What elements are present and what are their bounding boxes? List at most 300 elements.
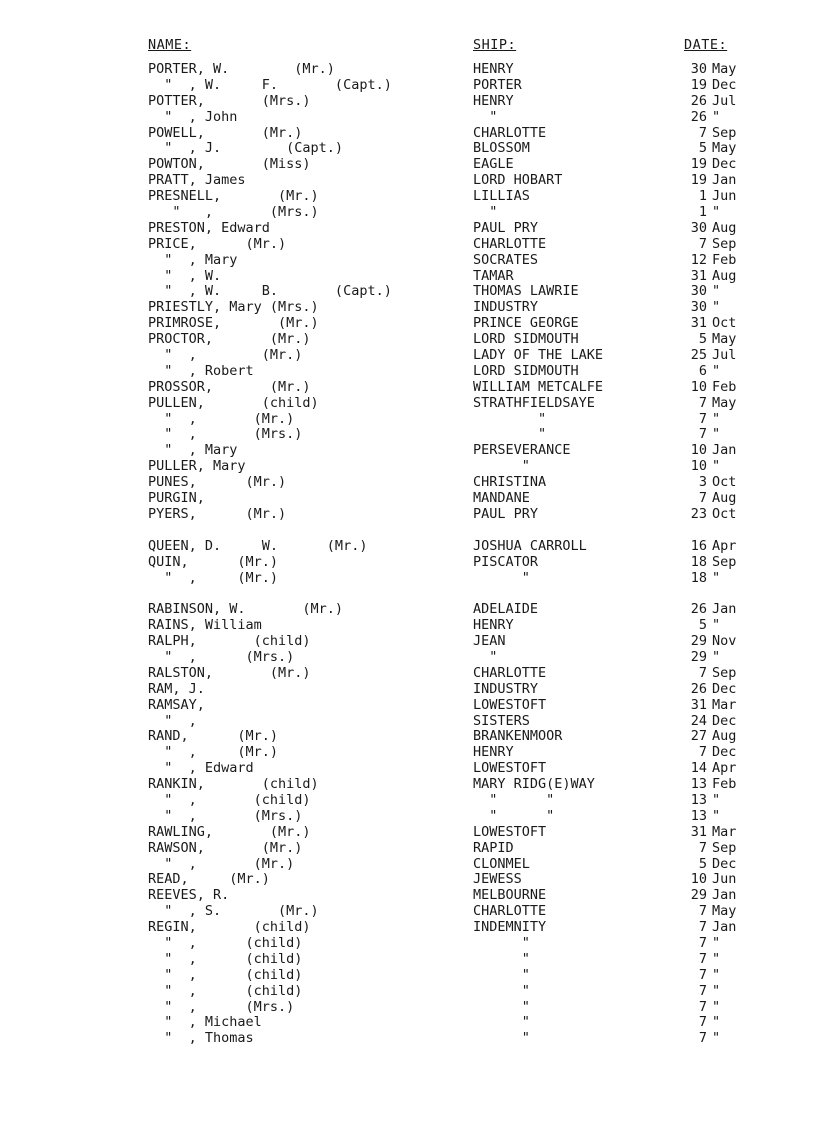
- arrival-month: ": [712, 410, 721, 427]
- passenger-name: REGIN, (child): [148, 919, 311, 936]
- ship-name: PAUL PRY: [473, 505, 539, 522]
- passenger-name: " , Thomas: [148, 1030, 254, 1047]
- ship-name: ": [473, 426, 547, 443]
- passenger-name: PORTER, W. (Mr.): [148, 61, 335, 77]
- arrival-day: 31: [690, 267, 707, 284]
- passenger-name: " , John: [148, 108, 238, 125]
- arrival-month: Jan: [712, 601, 737, 618]
- arrival-day: 31: [690, 315, 707, 332]
- arrival-month: ": [712, 426, 721, 443]
- list-row: [0, 602, 816, 618]
- arrival-day: 10: [690, 442, 707, 459]
- arrival-day: 10: [690, 378, 707, 395]
- passenger-name: " , (child): [148, 934, 303, 951]
- arrival-day: 14: [690, 760, 707, 777]
- ship-name: ": [473, 1030, 530, 1047]
- ship-name: HENRY: [473, 61, 514, 77]
- ship-name: HENRY: [473, 92, 514, 109]
- list-row: [0, 634, 816, 650]
- arrival-month: ": [712, 966, 721, 983]
- arrival-month: May: [712, 903, 737, 920]
- ship-name: HENRY: [473, 744, 514, 761]
- section-gap: [0, 586, 816, 602]
- arrival-month: Sep: [712, 235, 737, 252]
- passenger-name: RAWSON, (Mr.): [148, 839, 303, 856]
- arrival-month: Aug: [712, 267, 737, 284]
- ship-name: CHARLOTTE: [473, 235, 547, 252]
- passenger-name: " , (Mrs.): [148, 648, 295, 665]
- passenger-name: POTTER, (Mrs.): [148, 92, 311, 109]
- list-row: [0, 857, 816, 873]
- arrival-day: 30: [690, 299, 707, 316]
- arrival-day: 31: [690, 823, 707, 840]
- list-row: [0, 920, 816, 936]
- arrival-month: Sep: [712, 664, 737, 681]
- passenger-name: " , W.: [148, 267, 222, 284]
- arrival-month: Dec: [712, 76, 737, 93]
- ship-name: LILLIAS: [473, 188, 530, 205]
- arrival-month: ": [712, 1030, 721, 1047]
- list-row: [0, 952, 816, 968]
- list-row: [0, 872, 816, 888]
- ship-name: ": [473, 1014, 530, 1031]
- list-row: [0, 269, 816, 285]
- passenger-name: " , (Mrs.): [148, 998, 295, 1015]
- ship-name: INDUSTRY: [473, 680, 539, 697]
- list-row: [0, 221, 816, 237]
- ship-name: ": [473, 648, 498, 665]
- list-row: [0, 729, 816, 745]
- arrival-month: ": [712, 283, 721, 300]
- list-row: [0, 777, 816, 793]
- arrival-day: 29: [690, 648, 707, 665]
- arrival-day: 5: [698, 331, 707, 348]
- arrival-month: Oct: [712, 315, 737, 332]
- arrival-month: Feb: [712, 776, 737, 793]
- arrival-day: 13: [690, 776, 707, 793]
- list-row: [0, 316, 816, 332]
- ship-name: RAPID: [473, 839, 514, 856]
- ship-name: CLONMEL: [473, 855, 530, 872]
- list-row: [0, 380, 816, 396]
- passenger-name: " , (child): [148, 966, 303, 983]
- passenger-name: " , (Mr.): [148, 410, 295, 427]
- ship-name: MARY RIDG(E)WAY: [473, 776, 595, 793]
- name-column-header: NAME:: [148, 37, 192, 53]
- arrival-month: Dec: [712, 744, 737, 761]
- arrival-month: Jan: [712, 172, 737, 189]
- passenger-name: " , Robert: [148, 362, 254, 379]
- passenger-name: " , Edward: [148, 760, 254, 777]
- arrival-day: 7: [698, 950, 707, 967]
- arrival-day: 5: [698, 140, 707, 157]
- arrival-day: 3: [698, 474, 707, 491]
- passenger-name: " , Mary: [148, 251, 238, 268]
- list-row: [0, 62, 816, 78]
- arrival-day: 24: [690, 712, 707, 729]
- arrival-month: ": [712, 204, 721, 221]
- arrival-month: Jan: [712, 887, 737, 904]
- ship-name: ": [473, 108, 498, 125]
- list-row: [0, 412, 816, 428]
- list-row: [0, 1015, 816, 1031]
- ship-name: TAMAR: [473, 267, 514, 284]
- passenger-name: " , (Mrs.): [148, 204, 319, 221]
- list-row: [0, 396, 816, 412]
- passenger-name: PRICE, (Mr.): [148, 235, 287, 252]
- ship-name: ADELAIDE: [473, 601, 539, 618]
- ship-name: THOMAS LAWRIE: [473, 283, 579, 300]
- ship-name: JOSHUA CARROLL: [473, 537, 587, 554]
- arrival-month: ": [712, 791, 721, 808]
- ship-name: BLOSSOM: [473, 140, 530, 157]
- passenger-name: " , J. (Capt.): [148, 140, 344, 157]
- arrival-day: 6: [698, 362, 707, 379]
- arrival-day: 7: [698, 664, 707, 681]
- ship-name: PAUL PRY: [473, 219, 539, 236]
- arrival-month: Apr: [712, 537, 737, 554]
- passenger-name: RAMSAY,: [148, 696, 205, 713]
- arrival-day: 7: [698, 982, 707, 999]
- list-row: [0, 459, 816, 475]
- arrival-day: 10: [690, 871, 707, 888]
- arrival-month: Dec: [712, 712, 737, 729]
- list-row: [0, 1031, 816, 1047]
- list-row: [0, 78, 816, 94]
- passenger-name: PYERS, (Mr.): [148, 505, 287, 522]
- passenger-name: READ, (Mr.): [148, 871, 270, 888]
- list-row: [0, 173, 816, 189]
- arrival-day: 13: [690, 791, 707, 808]
- arrival-month: Aug: [712, 219, 737, 236]
- arrival-day: 25: [690, 347, 707, 364]
- arrival-month: Apr: [712, 760, 737, 777]
- passenger-name: PRATT, James: [148, 172, 246, 189]
- passenger-name: " , (child): [148, 791, 311, 808]
- list-row: [0, 507, 816, 523]
- list-row: [0, 809, 816, 825]
- arrival-day: 7: [698, 394, 707, 411]
- passenger-name: PULLER, Mary: [148, 458, 246, 475]
- ship-name: BRANKENMOOR: [473, 728, 563, 745]
- passenger-name: PURGIN,: [148, 490, 205, 507]
- ship-name: ": [473, 410, 547, 427]
- ship-name: WILLIAM METCALFE: [473, 378, 604, 395]
- passenger-name: PULLEN, (child): [148, 394, 319, 411]
- arrival-day: 26: [690, 108, 707, 125]
- ship-name: " ": [473, 807, 555, 824]
- ship-name: JEAN: [473, 633, 506, 650]
- list-row: [0, 364, 816, 380]
- list-row: [0, 475, 816, 491]
- ship-name: INDEMNITY: [473, 919, 547, 936]
- passenger-name: RAM, J.: [148, 680, 205, 697]
- arrival-month: Jan: [712, 442, 737, 459]
- section-gap: [0, 523, 816, 539]
- arrival-day: 29: [690, 633, 707, 650]
- arrival-month: ": [712, 950, 721, 967]
- arrival-day: 19: [690, 156, 707, 173]
- passenger-name: RAWLING, (Mr.): [148, 823, 311, 840]
- list-row: [0, 571, 816, 587]
- ship-name: LORD SIDMOUTH: [473, 331, 579, 348]
- ship-name: JEWESS: [473, 871, 522, 888]
- passenger-name: " , (Mr.): [148, 744, 279, 761]
- arrival-month: Jun: [712, 188, 737, 205]
- arrival-day: 7: [698, 1030, 707, 1047]
- list-row: [0, 300, 816, 316]
- arrival-day: 7: [698, 839, 707, 856]
- arrival-month: Oct: [712, 474, 737, 491]
- passenger-name: " , (Mrs.): [148, 426, 303, 443]
- arrival-day: 7: [698, 1014, 707, 1031]
- ship-name: ": [473, 458, 530, 475]
- passenger-name: POWELL, (Mr.): [148, 124, 303, 141]
- arrival-month: Dec: [712, 156, 737, 173]
- passenger-name: PROSSOR, (Mr.): [148, 378, 311, 395]
- ship-name: CHARLOTTE: [473, 664, 547, 681]
- arrival-month: ": [712, 807, 721, 824]
- ship-name: PRINCE GEORGE: [473, 315, 579, 332]
- passenger-name: " , W. B. (Capt.): [148, 283, 392, 300]
- passenger-name: PROCTOR, (Mr.): [148, 331, 311, 348]
- passenger-name: QUIN, (Mr.): [148, 553, 279, 570]
- passenger-list: [0, 62, 816, 1047]
- list-row: [0, 888, 816, 904]
- arrival-month: Jul: [712, 92, 737, 109]
- arrival-day: 27: [690, 728, 707, 745]
- passenger-name: RABINSON, W. (Mr.): [148, 601, 344, 618]
- passenger-name: PRESTON, Edward: [148, 219, 270, 236]
- arrival-month: ": [712, 458, 721, 475]
- list-row: [0, 682, 816, 698]
- list-row: [0, 110, 816, 126]
- arrival-month: Oct: [712, 505, 737, 522]
- list-row: [0, 650, 816, 666]
- ship-name: PERSEVERANCE: [473, 442, 571, 459]
- passenger-name: QUEEN, D. W. (Mr.): [148, 537, 368, 554]
- arrival-day: 26: [690, 92, 707, 109]
- list-row: [0, 714, 816, 730]
- passenger-name: PRIESTLY, Mary (Mrs.): [148, 299, 319, 316]
- arrival-month: ": [712, 1014, 721, 1031]
- list-row: [0, 1000, 816, 1016]
- arrival-day: 7: [698, 490, 707, 507]
- arrival-month: May: [712, 140, 737, 157]
- arrival-month: Nov: [712, 633, 737, 650]
- passenger-name: " , (child): [148, 982, 303, 999]
- ship-name: HENRY: [473, 617, 514, 634]
- list-row: [0, 825, 816, 841]
- ship-name: CHARLOTTE: [473, 903, 547, 920]
- passenger-name: " , W. F. (Capt.): [148, 76, 392, 93]
- arrival-month: Mar: [712, 696, 737, 713]
- list-row: [0, 968, 816, 984]
- passenger-name: " ,: [148, 712, 197, 729]
- arrival-month: ": [712, 934, 721, 951]
- arrival-day: 29: [690, 887, 707, 904]
- list-row: [0, 284, 816, 300]
- passenger-name: " , S. (Mr.): [148, 903, 319, 920]
- list-row: [0, 94, 816, 110]
- arrival-month: ": [712, 362, 721, 379]
- arrival-month: Aug: [712, 490, 737, 507]
- arrival-month: May: [712, 394, 737, 411]
- passenger-name: " , (Mr.): [148, 569, 279, 586]
- list-row: [0, 618, 816, 634]
- arrival-month: ": [712, 998, 721, 1015]
- arrival-day: 7: [698, 998, 707, 1015]
- arrival-month: May: [712, 61, 737, 77]
- arrival-day: 7: [698, 934, 707, 951]
- passenger-name: RALSTON, (Mr.): [148, 664, 311, 681]
- list-row: [0, 443, 816, 459]
- passenger-name: " , Michael: [148, 1014, 262, 1031]
- passenger-name: RALPH, (child): [148, 633, 311, 650]
- arrival-month: ": [712, 108, 721, 125]
- arrival-month: Sep: [712, 553, 737, 570]
- passenger-name: REEVES, R.: [148, 887, 230, 904]
- ship-name: PORTER: [473, 76, 522, 93]
- list-row: [0, 253, 816, 269]
- arrival-day: 12: [690, 251, 707, 268]
- arrival-day: 7: [698, 919, 707, 936]
- list-row: [0, 491, 816, 507]
- ship-name: ": [473, 950, 530, 967]
- arrival-day: 30: [690, 219, 707, 236]
- ship-name: SISTERS: [473, 712, 530, 729]
- arrival-day: 5: [698, 617, 707, 634]
- ship-name: ": [473, 982, 530, 999]
- ship-name: ": [473, 204, 498, 221]
- arrival-month: Feb: [712, 378, 737, 395]
- list-row: [0, 332, 816, 348]
- arrival-month: ": [712, 617, 721, 634]
- arrival-day: 7: [698, 966, 707, 983]
- arrival-month: May: [712, 331, 737, 348]
- list-row: [0, 141, 816, 157]
- passenger-name: PRIMROSE, (Mr.): [148, 315, 319, 332]
- arrival-month: Dec: [712, 680, 737, 697]
- ship-name: LOWESTOFT: [473, 760, 547, 777]
- arrival-day: 18: [690, 553, 707, 570]
- arrival-month: Sep: [712, 124, 737, 141]
- arrival-day: 7: [698, 235, 707, 252]
- arrival-day: 16: [690, 537, 707, 554]
- ship-name: LORD HOBART: [473, 172, 563, 189]
- arrival-day: 30: [690, 283, 707, 300]
- list-row: [0, 237, 816, 253]
- arrival-day: 7: [698, 903, 707, 920]
- passenger-name: RANKIN, (child): [148, 776, 319, 793]
- ship-name: ": [473, 998, 530, 1015]
- ship-column-header: SHIP:: [473, 37, 517, 53]
- ship-name: LOWESTOFT: [473, 696, 547, 713]
- arrival-day: 23: [690, 505, 707, 522]
- passenger-name: " , (child): [148, 950, 303, 967]
- ship-name: LOWESTOFT: [473, 823, 547, 840]
- arrival-month: Feb: [712, 251, 737, 268]
- passenger-name: POWTON, (Miss): [148, 156, 311, 173]
- arrival-day: 19: [690, 172, 707, 189]
- arrival-month: ": [712, 299, 721, 316]
- ship-name: " ": [473, 791, 555, 808]
- ship-name: ": [473, 934, 530, 951]
- date-column-header: DATE:: [684, 37, 728, 53]
- passenger-name: " , (Mr.): [148, 855, 295, 872]
- passenger-name: RAND, (Mr.): [148, 728, 279, 745]
- arrival-month: Jun: [712, 871, 737, 888]
- list-row: [0, 157, 816, 173]
- arrival-day: 18: [690, 569, 707, 586]
- arrival-day: 30: [690, 61, 707, 77]
- arrival-day: 1: [698, 204, 707, 221]
- arrival-day: 19: [690, 76, 707, 93]
- passenger-name: " , (Mrs.): [148, 807, 303, 824]
- list-row: [0, 126, 816, 142]
- ship-name: LADY OF THE LAKE: [473, 347, 604, 364]
- arrival-month: ": [712, 569, 721, 586]
- arrival-month: Sep: [712, 839, 737, 856]
- arrival-day: 10: [690, 458, 707, 475]
- list-row: [0, 904, 816, 920]
- passenger-name: " , Mary: [148, 442, 238, 459]
- arrival-day: 7: [698, 410, 707, 427]
- list-row: [0, 555, 816, 571]
- list-row: [0, 793, 816, 809]
- arrival-month: Jan: [712, 919, 737, 936]
- list-row: [0, 348, 816, 364]
- ship-name: EAGLE: [473, 156, 514, 173]
- arrival-month: Mar: [712, 823, 737, 840]
- list-row: [0, 205, 816, 221]
- passenger-name: PUNES, (Mr.): [148, 474, 287, 491]
- ship-name: ": [473, 569, 530, 586]
- list-row: [0, 841, 816, 857]
- list-row: [0, 761, 816, 777]
- ship-name: MELBOURNE: [473, 887, 547, 904]
- ship-name: MANDANE: [473, 490, 530, 507]
- ship-name: INDUSTRY: [473, 299, 539, 316]
- arrival-month: Jul: [712, 347, 737, 364]
- ship-name: LORD SIDMOUTH: [473, 362, 579, 379]
- ship-name: SOCRATES: [473, 251, 539, 268]
- list-row: [0, 427, 816, 443]
- arrival-day: 5: [698, 855, 707, 872]
- arrival-day: 7: [698, 744, 707, 761]
- list-row: [0, 189, 816, 205]
- ship-name: CHARLOTTE: [473, 124, 547, 141]
- list-row: [0, 745, 816, 761]
- arrival-month: ": [712, 648, 721, 665]
- arrival-day: 7: [698, 124, 707, 141]
- arrival-day: 26: [690, 601, 707, 618]
- passenger-name: " , (Mr.): [148, 347, 303, 364]
- list-row: [0, 666, 816, 682]
- ship-name: STRATHFIELDSAYE: [473, 394, 595, 411]
- ship-name: PISCATOR: [473, 553, 539, 570]
- arrival-day: 13: [690, 807, 707, 824]
- arrival-day: 1: [698, 188, 707, 205]
- list-row: [0, 698, 816, 714]
- arrival-month: Dec: [712, 855, 737, 872]
- list-row: [0, 984, 816, 1000]
- list-row: [0, 539, 816, 555]
- passenger-name: PRESNELL, (Mr.): [148, 188, 319, 205]
- list-row: [0, 936, 816, 952]
- arrival-day: 26: [690, 680, 707, 697]
- ship-name: CHRISTINA: [473, 474, 547, 491]
